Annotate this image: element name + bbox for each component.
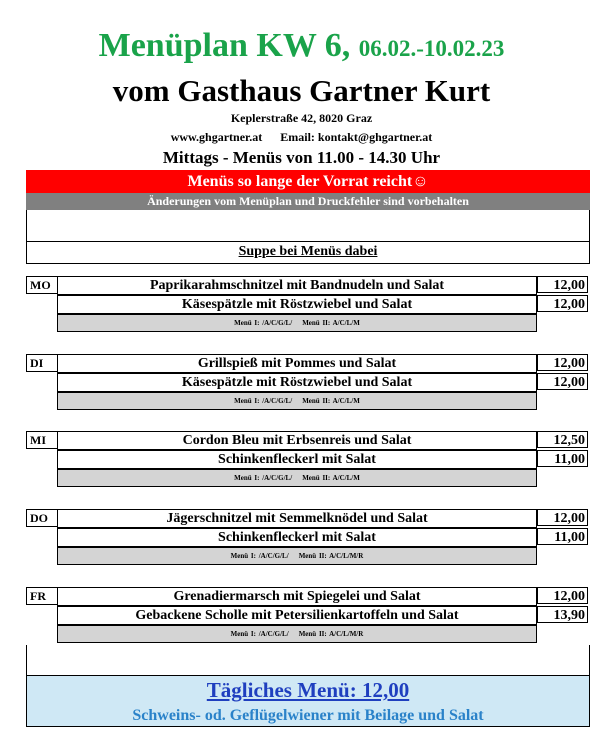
- daily-menu-description: Schweins- od. Geflügelwiener mit Beilage und Salat: [26, 706, 590, 727]
- website-link[interactable]: www.ghgartner.at: [170, 130, 263, 144]
- disclaimer-banner: Änderungen vom Menüplan und Druckfehler sind vorbehalten: [26, 193, 590, 210]
- menu-1-price: 12,50: [537, 431, 588, 448]
- day-block-fr: [26, 587, 590, 647]
- restaurant-name: vom Gasthaus Gartner Kurt: [112, 73, 491, 108]
- menu-1-price: 12,00: [537, 354, 588, 371]
- frame-right-line: [589, 645, 590, 675]
- allergen-row: [57, 314, 537, 332]
- day-block-mo: [26, 276, 590, 336]
- menu-2-price: 12,00: [537, 295, 588, 312]
- allergen-row: [57, 392, 537, 410]
- empty-box: [26, 210, 590, 242]
- allergen-row: [57, 625, 537, 643]
- menu-2-dish: Schinkenfleckerl mit Salat: [57, 528, 537, 547]
- allergen-menu-1: Menü I: /A/C/G/L/: [230, 630, 289, 638]
- allergen-menu-2: Menü II: A/C/L/M/R: [298, 630, 364, 638]
- menu-2-price: 12,00: [537, 373, 588, 390]
- menu-2-price: 11,00: [537, 450, 588, 467]
- day-block-di: [26, 354, 590, 414]
- allergen-menu-1: Menü I: /A/C/G/L/: [234, 397, 293, 405]
- allergen-menu-2: Menü II: A/C/L/M: [302, 319, 360, 327]
- week-dates: 06.02.-10.02.23: [358, 36, 505, 61]
- soup-notice: Suppe bei Menüs dabei: [238, 244, 378, 259]
- menu-1-dish: Paprikarahmschnitzel mit Bandnudeln und Salat: [57, 276, 537, 295]
- address: Keplerstraße 42, 8020 Graz: [230, 111, 373, 125]
- allergen-menu-2: Menü II: A/C/L/M: [302, 397, 360, 405]
- menu-1-dish: Cordon Bleu mit Erbsenreis und Salat: [57, 431, 537, 450]
- availability-banner: Menüs so lange der Vorrat reicht☺: [26, 170, 590, 193]
- contact-line: [0, 130, 603, 145]
- menu-1-dish: Jägerschnitzel mit Semmelknödel und Salat: [57, 509, 537, 528]
- menu-2-dish: Schinkenfleckerl mit Salat: [57, 450, 537, 469]
- allergen-menu-1: Menü I: /A/C/G/L/: [234, 319, 293, 327]
- allergen-menu-1: Menü I: /A/C/G/L/: [230, 552, 289, 560]
- day-block-mi: [26, 431, 590, 491]
- menu-2-dish: Gebackene Scholle mit Petersilienkartoffeln und Salat: [57, 606, 537, 625]
- day-abbr: FR: [26, 587, 58, 605]
- menu-1-price: 12,00: [537, 276, 588, 293]
- menu-2-price: 13,90: [537, 606, 588, 623]
- allergen-menu-2: Menü II: A/C/L/M/R: [298, 552, 364, 560]
- frame-left-line: [26, 645, 27, 675]
- menu-1-price: 12,00: [537, 587, 588, 604]
- allergen-row: [57, 469, 537, 487]
- day-abbr: DO: [26, 509, 58, 527]
- day-abbr: MI: [26, 431, 58, 449]
- email-link[interactable]: Email: kontakt@ghgartner.at: [280, 130, 433, 144]
- day-abbr: DI: [26, 354, 58, 372]
- page-title: [0, 26, 603, 69]
- title-text: Menüplan KW 6,: [98, 27, 351, 64]
- allergen-row: [57, 547, 537, 565]
- daily-menu-title: [26, 675, 590, 707]
- menu-2-dish: Käsespätzle mit Röstzwiebel und Salat: [57, 295, 537, 314]
- menu-1-dish: Grenadiermarsch mit Spiegelei und Salat: [57, 587, 537, 606]
- opening-hours: Mittags - Menüs von 11.00 - 14.30 Uhr: [162, 148, 441, 167]
- day-block-do: [26, 509, 590, 569]
- day-abbr: MO: [26, 276, 58, 294]
- allergen-menu-1: Menü I: /A/C/G/L/: [234, 474, 293, 482]
- menu-2-price: 11,00: [537, 528, 588, 545]
- daily-menu-title-text: Tägliches Menü: 12,00: [206, 678, 410, 702]
- menu-1-dish: Grillspieß mit Pommes und Salat: [57, 354, 537, 373]
- menu-1-price: 12,00: [537, 509, 588, 526]
- menu-2-dish: Käsespätzle mit Röstzwiebel und Salat: [57, 373, 537, 392]
- allergen-menu-2: Menü II: A/C/L/M: [302, 474, 360, 482]
